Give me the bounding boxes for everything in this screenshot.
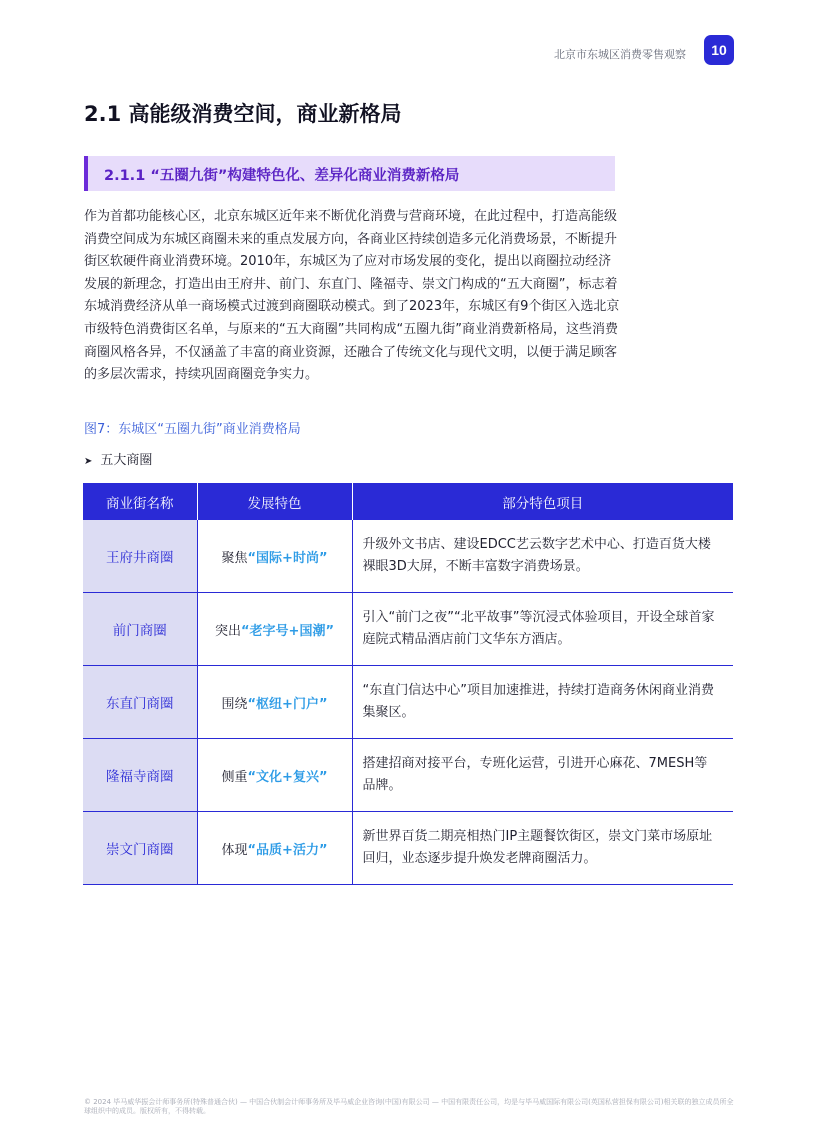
page-number-badge: 10 <box>704 35 734 65</box>
feature-verb: 围绕 <box>221 696 248 712</box>
table-row <box>83 666 733 739</box>
feature-cell <box>197 520 352 593</box>
feature-highlight: “品质+活力” <box>247 842 328 858</box>
arrow-bullet-icon: ➤ <box>84 456 93 467</box>
project-cell: 搭建招商对接平台，专班化运营，引进开心麻花、7MESH等品牌。 <box>352 739 733 812</box>
header-cell-feature: 发展特色 <box>197 483 352 520</box>
feature-verb: 侧重 <box>221 769 248 785</box>
feature-verb: 聚焦 <box>221 550 248 566</box>
figure-caption: 图7：东城区“五圈九街”商业消费格局 <box>84 422 301 437</box>
footer-copyright: © 2024 毕马威华振会计师事务所(特殊普通合伙) — 中国合伙制会计师事务所及毕马威企业咨询(中国)有限公司 — 中国有限责任公司，均是与毕马威国际有限公司(英国私营担保有限公司)相关联的独立成员所全球组织中的成员。版权所有，不得转载。 <box>84 1098 734 1115</box>
project-cell: 引入“前门之夜”“北平故事”等沉浸式体验项目，开设全球首家庭院式精品酒店前门文华东方酒店。 <box>352 593 733 666</box>
feature-cell <box>197 812 352 885</box>
feature-cell <box>197 593 352 666</box>
bullet-item <box>84 449 152 468</box>
project-cell: 新世界百货二期亮相热门IP主题餐饮街区，崇文门菜市场原址回归，业态逐步提升焕发老牌商圈活力。 <box>352 812 733 885</box>
table-row <box>83 520 733 593</box>
report-title: 北京市东城区消费零售观察 <box>554 48 686 61</box>
project-cell: 升级外文书店、建设EDCC艺云数字艺术中心、打造百货大楼裸眼3D大屏，不断丰富数字消费场景。 <box>352 520 733 593</box>
bullet-label: 五大商圈 <box>100 453 153 468</box>
district-name-cell: 王府井商圈 <box>83 520 197 593</box>
table-header-row <box>83 483 733 520</box>
header-cell-name: 商业街名称 <box>83 483 197 520</box>
feature-cell <box>197 739 352 812</box>
feature-highlight: “枢纽+门户” <box>247 696 328 712</box>
project-cell: “东直门信达中心”项目加速推进，持续打造商务休闲商业消费集聚区。 <box>352 666 733 739</box>
body-paragraph <box>84 206 624 387</box>
table-row <box>83 739 733 812</box>
feature-verb: 体现 <box>221 842 248 858</box>
district-name-cell: 前门商圈 <box>83 593 197 666</box>
feature-cell <box>197 666 352 739</box>
subsection-banner <box>84 156 615 191</box>
feature-highlight: “文化+复兴” <box>247 769 328 785</box>
district-name-cell: 隆福寺商圈 <box>83 739 197 812</box>
feature-highlight: “老字号+国潮” <box>241 623 334 639</box>
district-name-cell: 崇文门商圈 <box>83 812 197 885</box>
subsection-title: 2.1.1 “五圈九街”构建特色化、差异化商业消费新格局 <box>104 168 460 184</box>
paragraph-text: 作为首都功能核心区，北京东城区近年来不断优化消费与营商环境，在此过程中，打造高能级消费空间成为东城区商圈未来的重点发展方向，各商业区持续创造多元化消费场景，不断提升街区软硬件商业消费环境。2010年，东城区为了应对市场发展的变化，提出以商圈拉动经济发展的新理念，打造出由王府井、前门、东直门、隆福寺、崇文门构成的“五大商圈”，标志着东城消费经济从单一商场模式过渡到商圈联动模式。到了2023年，东城区有9个街区入选北京市级特色消费街区名单，与原来的“五大商圈”共同构成“五圈九街”商业消费新格局，这些消费商圈风格各异，不仅涵盖了丰富的商业资源，还融合了传统文化与现代文明，以便于满足顾客的多层次需求，持续巩固商圈竞争实力。 <box>84 209 620 383</box>
business-district-table <box>83 483 733 885</box>
table-row <box>83 593 733 666</box>
feature-verb: 突出 <box>215 623 242 639</box>
table-row <box>83 812 733 885</box>
header-cell-project: 部分特色项目 <box>352 483 733 520</box>
feature-highlight: “国际+时尚” <box>247 550 328 566</box>
section-title: 2.1 高能级消费空间，商业新格局 <box>84 102 402 126</box>
district-name-cell: 东直门商圈 <box>83 666 197 739</box>
